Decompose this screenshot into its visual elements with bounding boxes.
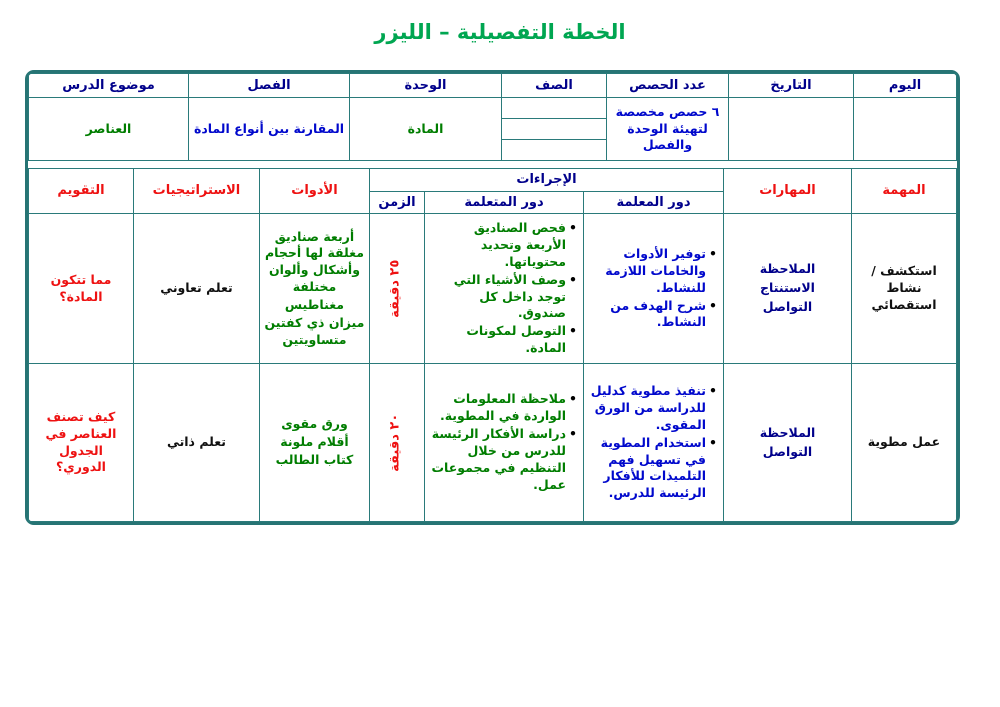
bullet-text: توفير الأدوات والخامات اللازمة للنشاط. [605, 245, 706, 295]
bullet-dot: • [569, 220, 577, 236]
tool-item: مغناطيس [284, 297, 345, 313]
tables-frame [25, 70, 960, 525]
bullet-item [590, 298, 717, 332]
skill-item: الملاحظة [759, 424, 816, 440]
bullet-text: فحص الصناديق الأربعة وتحديد محتوياتها. [473, 220, 566, 269]
tool-item: أربعة صناديق مغلقة لها أحجام وأشكال وألوان مختلفة [264, 228, 364, 295]
plan-table [28, 168, 957, 522]
bullet-item [590, 435, 717, 503]
bullet-text: تنفيذ مطوية كدليل للدراسة من الورق المقوى. [590, 383, 706, 432]
lesson-topic-value: العناصر [29, 98, 189, 161]
bullet-dot: • [569, 271, 577, 287]
time-cell [369, 214, 424, 364]
col-header-day: اليوم [854, 74, 957, 98]
col-header-evaluation: التقويم [29, 169, 134, 214]
bullet-dot: • [709, 245, 717, 261]
periods-value: ٦ حصص مخصصة لتهيئة الوحدة والفصل [607, 98, 729, 161]
bullet-text: ملاحظة المعلومات الواردة في المطوية. [439, 391, 566, 424]
task-cell: استكشف / نشاط استقصائي [852, 214, 957, 364]
teacher-role-cell [584, 364, 724, 522]
grade-slot-2 [502, 119, 607, 140]
grade-slot-1 [502, 98, 607, 119]
unit-value: المادة [350, 98, 502, 161]
col-header-skills: المهارات [724, 169, 852, 214]
tool-item: ميزان ذي كفتين متساويتين [264, 314, 365, 347]
evaluation-cell: مما تتكون المادة؟ [29, 214, 134, 364]
info-header-row [29, 74, 957, 98]
bullet-item [590, 246, 717, 297]
day-value [854, 98, 957, 161]
tools-cell [259, 364, 369, 522]
bullet-dot: • [569, 323, 577, 339]
tool-item: ورق مقوى [281, 416, 348, 432]
grade-slot-3 [502, 140, 607, 161]
chapter-value: المقارنة بين أنواع المادة [189, 98, 350, 161]
bullet-item [431, 323, 577, 357]
time-cell [369, 364, 424, 522]
bullet-item [431, 426, 577, 494]
bullet-dot: • [569, 391, 577, 407]
learner-role-cell [425, 214, 584, 364]
plan-row-explore [29, 214, 957, 364]
col-header-teacher-role: دور المعلمة [584, 191, 724, 214]
bullet-item [431, 220, 577, 271]
plan-header-row-1 [29, 169, 957, 192]
learner-role-cell [425, 364, 584, 522]
strategies-cell: تعلم تعاوني [133, 214, 259, 364]
evaluation-cell: كيف تصنف العناصر في الجدول الدوري؟ [29, 364, 134, 522]
col-header-strategies: الاستراتيجيات [133, 169, 259, 214]
col-header-time: الزمن [369, 191, 424, 214]
col-header-periods: عدد الحصص [607, 74, 729, 98]
bullet-text: شرح الهدف من النشاط. [610, 297, 706, 330]
time-value: ٢٠ دقيقة [387, 413, 403, 472]
skill-item: التواصل [762, 443, 813, 459]
col-header-date: التاريخ [729, 74, 854, 98]
skill-item: الاستنتاج [760, 280, 815, 296]
tool-item: أقلام ملونة [280, 434, 349, 450]
skill-item: التواصل [762, 299, 813, 315]
bullet-dot: • [569, 426, 577, 442]
col-header-task: المهمة [852, 169, 957, 214]
skills-cell [724, 214, 852, 364]
skill-item: الملاحظة [759, 261, 816, 277]
skills-cell [724, 364, 852, 522]
bullet-dot: • [709, 383, 717, 399]
col-header-learner-role: دور المتعلمة [425, 191, 584, 214]
col-header-tools: الأدوات [259, 169, 369, 214]
teacher-role-cell [584, 214, 724, 364]
col-header-procedures: الإجراءات [369, 169, 723, 192]
bullet-item [431, 391, 577, 425]
bullet-text: استخدام المطوية في تسهيل فهم التلميذات للأفكار الرئيسة للدرس. [600, 434, 706, 501]
info-value-row [29, 98, 957, 119]
bullet-text: دراسة الأفكار الرئيسة للدرس من خلال التنظيم في مجموعات عمل. [431, 426, 566, 492]
page-title: الخطة التفصيلية – الليزر [374, 20, 626, 44]
col-header-lesson-topic: موضوع الدرس [29, 74, 189, 98]
date-value [729, 98, 854, 161]
col-header-chapter: الفصل [189, 74, 350, 98]
col-header-grade: الصف [502, 74, 607, 98]
tools-cell [259, 214, 369, 364]
time-value: ٢٥ دقيقة [387, 259, 403, 318]
strategies-cell: تعلم ذاتي [133, 364, 259, 522]
bullet-dot: • [709, 434, 717, 450]
col-header-unit: الوحدة [350, 74, 502, 98]
bullet-text: وصف الأشياء التي توجد داخل كل صندوق. [453, 271, 566, 321]
bullet-item [590, 383, 717, 434]
task-cell: عمل مطوية [852, 364, 957, 522]
bullet-item [431, 272, 577, 323]
plan-row-foldable [29, 364, 957, 522]
bullet-text: التوصل لمكونات المادة. [466, 323, 566, 356]
info-table [28, 73, 957, 161]
bullet-dot: • [709, 297, 717, 313]
tool-item: كتاب الطالب [275, 452, 354, 468]
